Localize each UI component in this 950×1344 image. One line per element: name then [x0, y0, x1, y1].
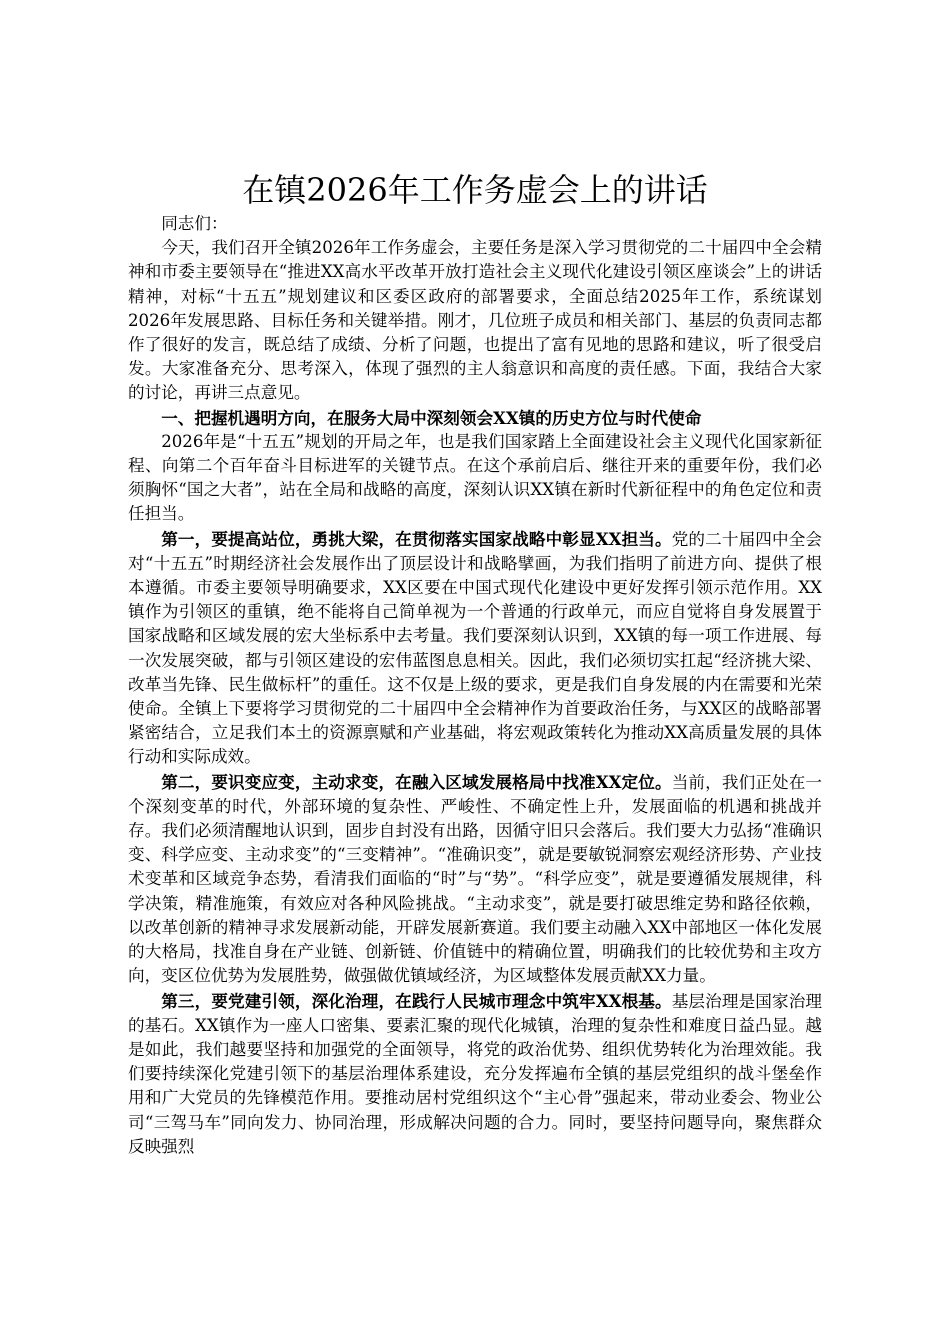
document-title: 在镇2026年工作务虚会上的讲话 [242, 171, 708, 209]
point-paragraph-1 [128, 527, 822, 770]
point-text-1: 党的二十届四中全会对“十五五”时期经济社会发展作出了顶层设计和战略擘画，为我们指明了前进方向、提供了根本遵循。市委主要领导明确要求，XX区要在中国式现代化建设中更好发挥引领示范作用。XX镇作为引领区的重镇，绝不能将自己简单视为一个普通的行政单元，而应自觉将自身发展置于国家战略和区域发展的宏大坐标系中去考量。我们要深刻认识到，XX镇的每一项工作进展、每一次发展突破，都与引领区建设的宏伟蓝图息息相关。因此，我们必须切实扛起“经济挑大梁、改革当先锋、民生做标杆”的重任。这不仅是上级的要求，更是我们自身发展的内在需要和光荣使命。全镇上下要将学习贯彻党的二十届四中全会精神作为首要政治任务，与XX区的战略部署紧密结合，立足我们本土的资源禀赋和产业基础，将宏观政策转化为推动XX高质量发展的具体行动和实际成效。 [128, 529, 823, 767]
section-heading: 一、把握机遇明方向，在服务大局中深刻领会XX镇的历史方位与时代使命 [161, 407, 702, 428]
point-heading-2: 第二，要识变应变，主动求变，在融入区域发展格局中找准XX定位。 [161, 771, 672, 792]
point-paragraph-3 [128, 989, 822, 1159]
salutation: 同志们： [161, 214, 228, 233]
intro-paragraph: 今天，我们召开全镇2026年工作务虚会，主要任务是深入学习贯彻党的二十届四中全会精神和市委主要领导在“推进XX高水平改革开放打造社会主义现代化建设引领区座谈会”上的讲话精神，对标“十五五”规划建议和区委区政府的部署要求，全面总结2025年工作，系统谋划2026年发展思路、目标任务和关键举措。刚才，几位班子成员和相关部门、基层的负责同志都作了很好的发言，既总结了成绩、分析了问题，也提出了富有见地的思路和建议，听了很受启发。大家准备充分、思考深入，体现了强烈的主人翁意识和高度的责任感。下面，我结合大家的讨论，再讲三点意见。 [128, 238, 822, 403]
point-heading-3: 第三，要党建引领，深化治理，在践行人民城市理念中筑牢XX根基。 [161, 990, 672, 1011]
document-body [128, 212, 822, 1159]
point-paragraph-2 [128, 770, 822, 989]
point-heading-1: 第一，要提高站位，勇挑大梁，在贯彻落实国家战略中彰显XX担当。 [161, 528, 672, 549]
section-lead-paragraph: 2026年是“十五五”规划的开局之年，也是我们国家踏上全面建设社会主义现代化国家新征程、向第二个百年奋斗目标进军的关键节点。在这个承前启后、继往开来的重要年份，我们必须胸怀“国之大者”，站在全局和战略的高度，深刻认识XX镇在新时代新征程中的角色定位和责任担当。 [128, 431, 822, 524]
point-text-2: 当前，我们正处在一个深刻变革的时代，外部环境的复杂性、严峻性、不确定性上升，发展面临的机遇和挑战并存。我们必须清醒地认识到，固步自封没有出路，因循守旧只会落后。我们要大力弘扬“准确识变、科学应变、主动求变”的“三变精神”。“准确识变”，就是要敏锐洞察宏观经济形势、产业技术变革和区域竞争态势，看清我们面临的“时”与“势”。“科学应变”，就是要遵循发展规律，科学决策，精准施策，有效应对各种风险挑战。“主动求变”，就是要打破思维定势和路径依赖，以改革创新的精神寻求发展新动能，开辟发展新赛道。我们要主动融入XX中部地区一体化发展的大格局，找准自身在产业链、创新链、价值链中的精确位置，明确我们的比较优势和主攻方向，变区位优势为发展胜势，做强做优镇域经济，为区域整体发展贡献XX力量。 [128, 772, 823, 986]
point-text-3: 基层治理是国家治理的基石。XX镇作为一座人口密集、要素汇聚的现代化城镇，治理的复杂性和难度日益凸显。越是如此，我们越要坚持和加强党的全面领导，将党的政治优势、组织优势转化为治理效能。我们要持续深化党建引领下的基层治理体系建设，充分发挥遍布全镇的基层党组织的战斗堡垒作用和广大党员的先锋模范作用。要推动居村党组织这个“主心骨”强起来，带动业委会、物业公司“三驾马车”同向发力、协同治理，形成解决问题的合力。同时，要坚持问题导向，聚焦群众反映强烈 [128, 991, 823, 1156]
